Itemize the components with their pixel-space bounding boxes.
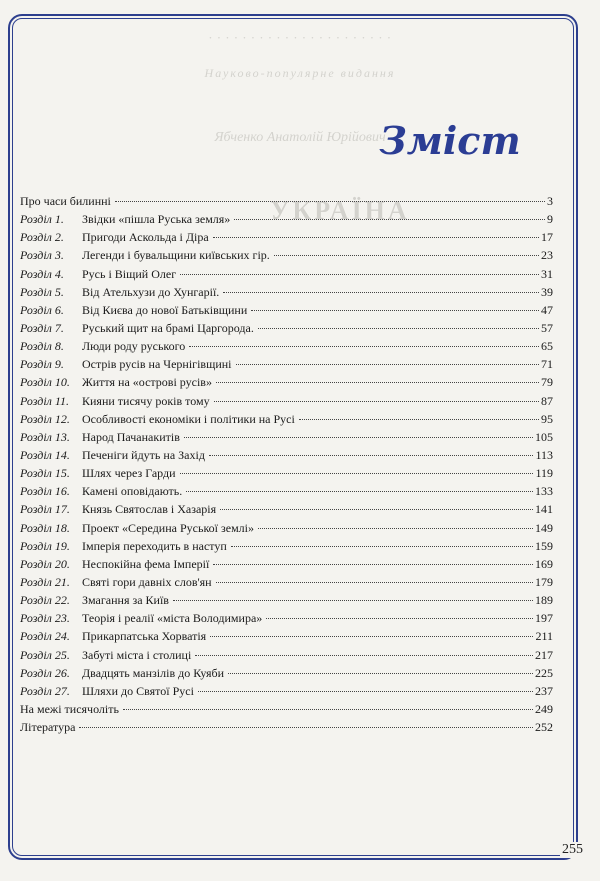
toc-entry[interactable] bbox=[20, 683, 553, 701]
page-ref: 225 bbox=[535, 665, 553, 680]
chapter-title: Русь і Віщий Олег bbox=[82, 266, 177, 281]
dot-leader bbox=[274, 255, 539, 256]
toc-entry[interactable] bbox=[20, 393, 553, 411]
page-number: 255 bbox=[562, 842, 583, 857]
toc-entry[interactable] bbox=[20, 501, 553, 519]
chapter-title: Шляхи до Святої Русі bbox=[82, 683, 194, 698]
page-ref: 47 bbox=[541, 302, 553, 317]
chapter-label: Розділ 14. bbox=[20, 447, 70, 462]
page-ref: 57 bbox=[541, 320, 553, 335]
chapter-label: Розділ 1. bbox=[20, 212, 64, 227]
page-ref: 119 bbox=[535, 466, 553, 481]
page-ref: 179 bbox=[535, 574, 553, 589]
chapter-label: Розділ 4. bbox=[20, 266, 64, 281]
chapter-label: Розділ 18. bbox=[20, 520, 70, 535]
chapter-title: Люди роду руського bbox=[82, 339, 186, 354]
toc-entry[interactable] bbox=[20, 266, 553, 284]
toc-entry[interactable] bbox=[20, 556, 553, 574]
chapter-title: Теорія і реалії «міста Володимира» bbox=[82, 611, 263, 626]
chapter-label: Розділ 9. bbox=[20, 357, 64, 372]
page-ref: 71 bbox=[541, 357, 553, 372]
chapter-title: На межі тисячоліть bbox=[20, 701, 119, 716]
dot-leader bbox=[180, 274, 539, 275]
dot-leader bbox=[299, 419, 539, 420]
dot-leader bbox=[180, 473, 534, 474]
dot-leader bbox=[209, 455, 534, 456]
toc-entry[interactable] bbox=[20, 356, 553, 374]
chapter-label: Розділ 24. bbox=[20, 629, 70, 644]
dot-leader bbox=[216, 382, 539, 383]
page-ref: 113 bbox=[535, 447, 553, 462]
dot-leader bbox=[214, 401, 539, 402]
page-ref: 79 bbox=[541, 375, 553, 390]
chapter-label: Розділ 11. bbox=[20, 393, 70, 408]
chapter-label: Розділ 10. bbox=[20, 375, 70, 390]
chapter-label: Розділ 15. bbox=[20, 466, 70, 481]
chapter-label: Розділ 5. bbox=[20, 284, 64, 299]
dot-leader bbox=[210, 636, 533, 637]
dot-leader bbox=[213, 564, 533, 565]
dot-leader bbox=[223, 292, 539, 293]
chapter-label: Розділ 21. bbox=[20, 574, 70, 589]
chapter-title: Імперія переходить в наступ bbox=[82, 538, 227, 553]
dot-leader bbox=[258, 528, 533, 529]
dot-leader bbox=[173, 600, 533, 601]
chapter-title: Змагання за Київ bbox=[82, 593, 169, 608]
chapter-label: Розділ 20. bbox=[20, 556, 70, 571]
toc-entry[interactable] bbox=[20, 193, 553, 211]
chapter-label: Розділ 19. bbox=[20, 538, 70, 553]
table-of-contents bbox=[20, 193, 553, 737]
chapter-label: Розділ 3. bbox=[20, 248, 64, 263]
chapter-label: Розділ 23. bbox=[20, 611, 70, 626]
toc-entry[interactable] bbox=[20, 338, 553, 356]
page-ref: 17 bbox=[541, 230, 553, 245]
dot-leader bbox=[234, 219, 545, 220]
chapter-label: Розділ 17. bbox=[20, 502, 70, 517]
chapter-title: Прикарпатська Хорватія bbox=[82, 629, 207, 644]
dot-leader bbox=[216, 582, 533, 583]
page-ref: 197 bbox=[535, 611, 553, 626]
chapter-title: Острів русів на Чернігівщині bbox=[82, 357, 232, 372]
chapter-title: Життя на «острові русів» bbox=[82, 375, 212, 390]
bleed-through-subtitle: Науково-популярне видання bbox=[204, 66, 396, 80]
toc-entry[interactable] bbox=[20, 411, 553, 429]
page-ref: 211 bbox=[535, 629, 553, 644]
dot-leader bbox=[251, 310, 539, 311]
toc-entry[interactable] bbox=[20, 538, 553, 556]
toc-entry[interactable] bbox=[20, 465, 553, 483]
chapter-title: Пригоди Аскольда і Діра bbox=[82, 230, 209, 245]
dot-leader bbox=[220, 509, 533, 510]
chapter-label: Розділ 12. bbox=[20, 411, 70, 426]
chapter-label: Розділ 13. bbox=[20, 429, 70, 444]
chapter-label: Розділ 22. bbox=[20, 593, 70, 608]
chapter-title: Забуті міста і столиці bbox=[82, 647, 192, 662]
dot-leader bbox=[213, 237, 539, 238]
chapter-title: Неспокійна фема Імперії bbox=[82, 556, 210, 571]
chapter-title: Звідки «пішла Руська земля» bbox=[82, 212, 231, 227]
chapter-title: Народ Пачанакитів bbox=[82, 429, 180, 444]
chapter-title: Двадцять манзілів до Куяби bbox=[82, 665, 225, 680]
bleed-through-text: · · · · · · · · · · · · · · · · · · · · · · bbox=[208, 30, 392, 45]
chapter-label: Розділ 8. bbox=[20, 339, 64, 354]
chapter-title: Легенди і бувальщини київських гір. bbox=[82, 248, 270, 263]
chapter-title: Література bbox=[20, 720, 76, 735]
page-ref: 159 bbox=[535, 538, 553, 553]
toc-entry[interactable] bbox=[20, 665, 553, 683]
dot-leader bbox=[184, 437, 533, 438]
page-ref: 149 bbox=[535, 520, 553, 535]
dot-leader bbox=[231, 546, 533, 547]
dot-leader bbox=[258, 328, 539, 329]
chapter-title: Князь Святослав і Хазарія bbox=[82, 502, 217, 517]
chapter-title: Печеніги йдуть на Захід bbox=[82, 447, 205, 462]
dot-leader bbox=[198, 691, 533, 692]
page-ref: 133 bbox=[535, 484, 553, 499]
toc-entry[interactable] bbox=[20, 429, 553, 447]
toc-entry[interactable] bbox=[20, 592, 553, 610]
page-ref: 141 bbox=[535, 502, 553, 517]
page-ref: 87 bbox=[541, 393, 553, 408]
chapter-title: Шлях через Гарди bbox=[82, 466, 176, 481]
toc-entry[interactable] bbox=[20, 374, 553, 392]
dot-leader bbox=[195, 655, 533, 656]
page-ref: 237 bbox=[535, 683, 553, 698]
chapter-title: Руський щит на брамі Царгорода. bbox=[82, 320, 254, 335]
toc-entry[interactable] bbox=[20, 520, 553, 538]
chapter-label: Розділ 25. bbox=[20, 647, 70, 662]
page-ref: 65 bbox=[541, 339, 553, 354]
toc-entry[interactable] bbox=[20, 284, 553, 302]
toc-entry[interactable] bbox=[20, 647, 553, 665]
page-ref: 189 bbox=[535, 593, 553, 608]
page-ref: 39 bbox=[541, 284, 553, 299]
dot-leader bbox=[186, 491, 533, 492]
toc-entry[interactable] bbox=[20, 247, 553, 265]
chapter-label: Розділ 2. bbox=[20, 230, 64, 245]
page-ref: 169 bbox=[535, 556, 553, 571]
page-ref: 9 bbox=[547, 212, 553, 227]
chapter-label: Розділ 6. bbox=[20, 302, 64, 317]
page-ref: 249 bbox=[535, 701, 553, 716]
bleed-through-author: Ябченко Анатолій Юрійович bbox=[214, 130, 386, 145]
toc-entry[interactable] bbox=[20, 483, 553, 501]
dot-leader bbox=[236, 364, 539, 365]
page-title: Зміст bbox=[379, 118, 521, 163]
chapter-title: Про часи билинні bbox=[20, 194, 111, 208]
toc-entry[interactable] bbox=[20, 320, 553, 338]
page-ref: 3 bbox=[547, 194, 553, 208]
toc-entry[interactable] bbox=[20, 701, 553, 719]
dot-leader bbox=[266, 618, 533, 619]
page-ref: 252 bbox=[535, 720, 553, 735]
dot-leader bbox=[228, 673, 533, 674]
toc-entry[interactable] bbox=[20, 610, 553, 628]
toc-entry[interactable] bbox=[20, 628, 553, 646]
toc-entry[interactable] bbox=[20, 719, 553, 737]
chapter-title: Від Ательхузи до Хунгарії. bbox=[82, 284, 220, 299]
chapter-title: Від Києва до нової Батьківщини bbox=[82, 302, 248, 317]
chapter-label: Розділ 16. bbox=[20, 484, 70, 499]
chapter-label: Розділ 26. bbox=[20, 665, 70, 680]
chapter-title: Проект «Середина Руської землі» bbox=[82, 520, 254, 535]
chapter-title: Кияни тисячу років тому bbox=[82, 393, 210, 408]
page-ref: 105 bbox=[535, 429, 553, 444]
chapter-title: Камені оповідають. bbox=[82, 484, 183, 499]
toc-entry[interactable] bbox=[20, 302, 553, 320]
chapter-title: Святі гори давніх слов'ян bbox=[82, 574, 212, 589]
page-ref: 95 bbox=[541, 411, 553, 426]
chapter-label: Розділ 27. bbox=[20, 683, 70, 698]
toc-entry[interactable] bbox=[20, 229, 553, 247]
toc-entry[interactable] bbox=[20, 447, 553, 465]
chapter-title: Особливості економіки і політики на Русі bbox=[82, 411, 295, 426]
page-ref: 31 bbox=[541, 266, 553, 281]
bleed-through-heading: УКРАЇНА bbox=[270, 196, 410, 225]
dot-leader bbox=[123, 709, 533, 710]
dot-leader bbox=[79, 727, 533, 728]
toc-entry[interactable] bbox=[20, 211, 553, 229]
page-ref: 217 bbox=[535, 647, 553, 662]
dot-leader bbox=[115, 201, 545, 202]
toc-entry[interactable] bbox=[20, 574, 553, 592]
dot-leader bbox=[189, 346, 539, 347]
chapter-label: Розділ 7. bbox=[20, 320, 64, 335]
page-ref: 23 bbox=[541, 248, 553, 263]
